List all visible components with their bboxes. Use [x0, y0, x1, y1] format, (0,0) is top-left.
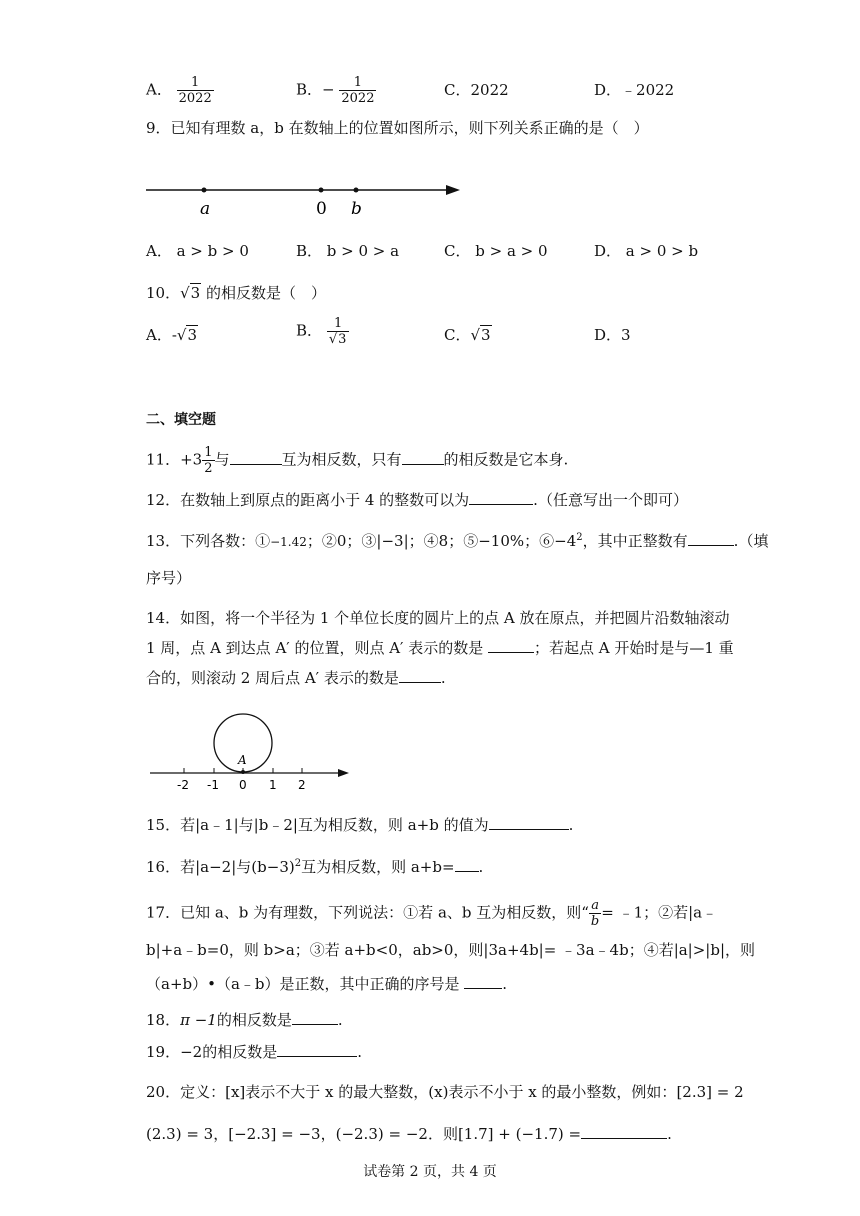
answer-blank — [489, 815, 569, 830]
tick-label-m1: -1 — [207, 778, 219, 792]
answer-blank — [292, 1010, 338, 1025]
label-a: A — [238, 753, 247, 767]
answer-blank — [488, 638, 534, 653]
q9-option-d: D． a > 0 > b — [594, 242, 699, 260]
q14-line3: 合的，则滚动 2 周后点 A′ 表示的数是 . — [146, 669, 446, 687]
q8-a-fraction: $\frac{1}{2022}$ — [178, 75, 212, 106]
q20-line1: 20．定义：[x]表示不大于 x 的最大整数，(x)表示不小于 x 的最小整数，例如：[2.3] = 2 — [146, 1083, 744, 1101]
q16: 16．若| a−2 | 与$(b-3)^2$互为相反数，则 a+b= . — [146, 854, 483, 877]
point-b — [354, 188, 359, 193]
q19: 19．−2的相反数是 . — [146, 1043, 363, 1061]
q12: 12．在数轴上到原点的距离小于 4 的整数可以为 .（任意写出一个即可） — [146, 491, 688, 509]
q10-stem: 10．√3 的相反数是（ ） — [146, 284, 326, 302]
q18: 18．π −1的相反数是 . — [146, 1011, 343, 1029]
answer-blank — [455, 857, 479, 872]
q17-line2: b|+a﹣b=0，则 b>a；③若 a+b<0，ab>0，则|3a+4b|= ﹣3a﹣4b；④若|a|>|b|，则 — [146, 941, 756, 959]
label-zero: 0 — [316, 199, 327, 219]
page-footer: 试卷第 2 页，共 4 页 — [363, 1164, 497, 1180]
q8-option-c: C．2022 — [444, 81, 509, 99]
q17-fraction: $\frac{a}{b}$ — [590, 898, 600, 929]
q14-circle-figure — [146, 710, 356, 796]
q10-option-d: D．3 — [594, 326, 631, 344]
answer-blank — [230, 450, 282, 465]
q10-option-b: B． $\frac{1}{√3}$ — [296, 316, 349, 347]
q14-line1: 14．如图，将一个半径为 1 个单位长度的圆片上的点 A 放在原点，并把圆片沿数轴滚动 — [146, 609, 730, 627]
tick-label-1: 1 — [269, 778, 277, 792]
q8-option-d: D．﹣2022 — [594, 81, 675, 99]
q9-number-line — [140, 176, 470, 220]
tick-label-m2: -2 — [177, 778, 189, 792]
q17-line1: 17．已知 a、b 为有理数，下列说法：①若 a、b 互为相反数，则“ $\frac{a}{b}$ = ﹣1；②若|a﹣ — [146, 898, 718, 929]
q9-option-c: C． b > a > 0 — [444, 242, 548, 260]
answer-blank — [402, 450, 444, 465]
q9-stem: 9．已知有理数 a，b 在数轴上的位置如图所示，则下列关系正确的是（ ） — [146, 119, 649, 137]
answer-blank — [688, 531, 734, 546]
section-title: 二、填空题 — [146, 412, 216, 428]
q8-b-fraction: $\frac{1}{2022}$ — [341, 75, 375, 106]
tick-label-2: 2 — [298, 778, 306, 792]
q14-line2: 1 周，点 A 到达点 A′ 的位置，则点 A′ 表示的数是 ；若起点 A 开始时是与—1 重 — [146, 639, 734, 657]
tick-label-0: 0 — [239, 778, 247, 792]
answer-blank — [469, 490, 533, 505]
arrow-head-icon — [338, 769, 349, 777]
point-zero — [319, 188, 324, 193]
answer-blank — [277, 1042, 357, 1057]
label-a: a — [200, 199, 211, 219]
q10-option-c: C．√3 — [444, 326, 491, 344]
answer-blank — [464, 974, 502, 989]
answer-blank — [399, 668, 441, 683]
q11: 11．+3 $\frac{1}{2}$ 与 互为相反数，只有 的相反数是它本身. — [146, 445, 569, 476]
q11-fraction: $\frac{1}{2}$ — [204, 445, 213, 476]
q10-b-fraction: $\frac{1}{√3}$ — [327, 316, 350, 347]
q9-option-a: A． a > b > 0 — [146, 242, 249, 260]
sqrt-3: √3 — [180, 284, 201, 302]
q10-option-a: A．-√3 — [146, 326, 198, 344]
q17-line3: （a+b）•（a﹣b）是正数，其中正确的序号是 . — [146, 975, 508, 993]
q15: 15．若|a﹣1|与|b﹣2|互为相反数，则 a+b 的值为 . — [146, 816, 574, 834]
q20-line2: (2.3) = 3，[−2.3] = −3，(−2.3) = −2．则[1.7] + (−1.7) = . — [146, 1125, 672, 1143]
arrow-head-icon — [446, 185, 460, 195]
point-a — [202, 188, 207, 193]
label-b: b — [351, 199, 362, 219]
answer-blank — [581, 1124, 667, 1139]
q13: 13．下列各数：①−1.42；②0；③| −3 | ；④8；⑤−10%；$⑥-4^2$，其中正整数有 .（填 — [146, 528, 768, 552]
point-a — [241, 770, 245, 774]
q8-option-b: B．− $\frac{1}{2022}$ — [296, 75, 375, 106]
q13-line2: 序号） — [146, 569, 192, 587]
q8-option-a: A． $\frac{1}{2022}$ — [146, 75, 212, 106]
q9-option-b: B． b > 0 > a — [296, 242, 400, 260]
